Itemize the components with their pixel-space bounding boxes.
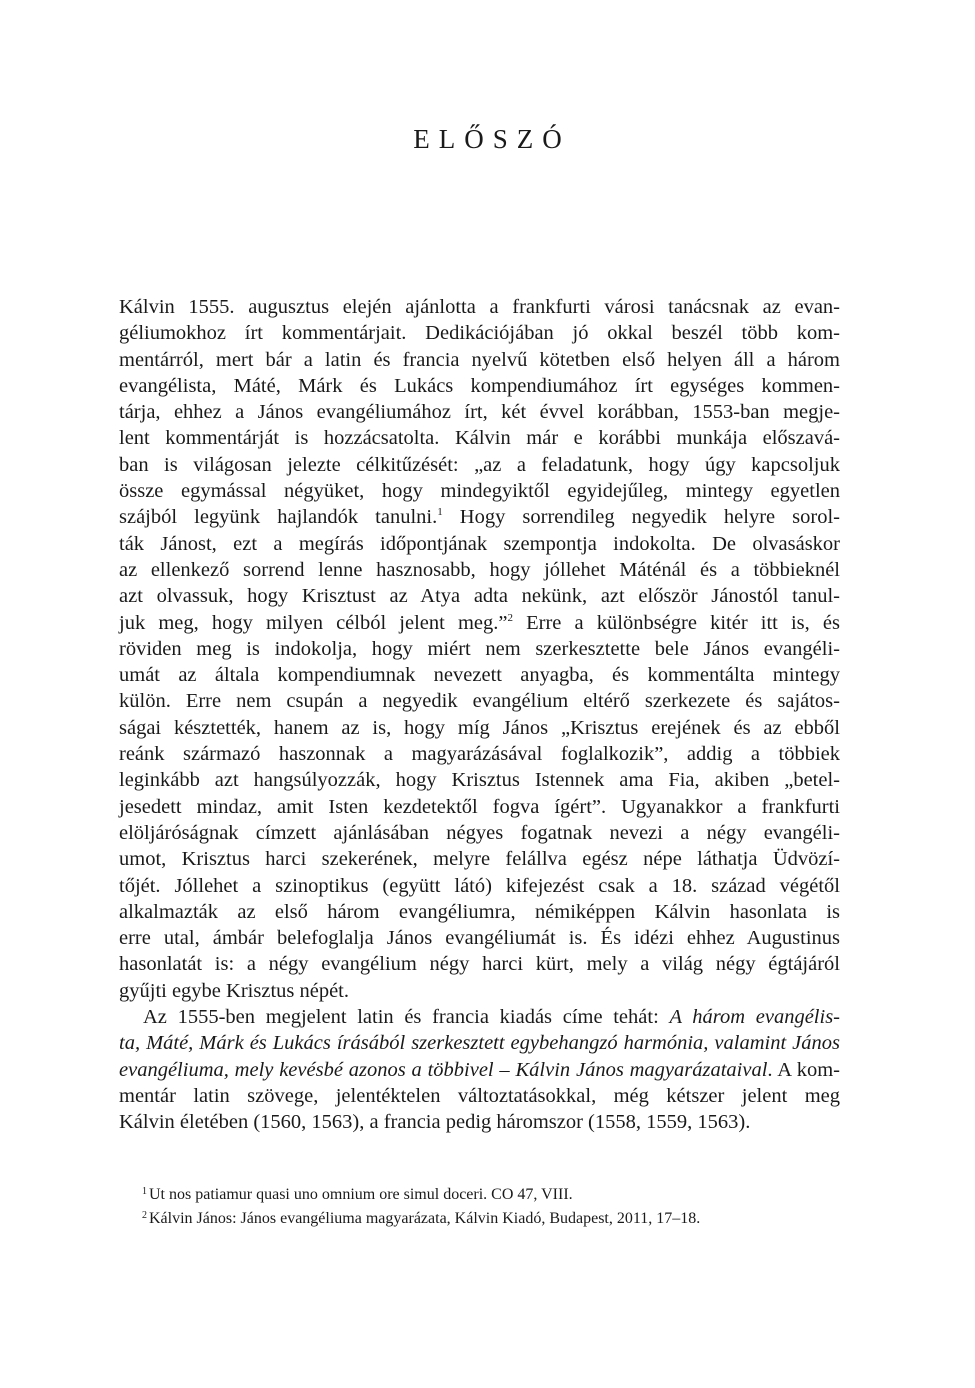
text-line: Kálvin 1555. augusztus elején ajánlotta a frankfurti városi tanácsnak az evan- — [119, 296, 840, 318]
footnote-text: Ut nos patiamur quasi uno omnium ore simul doceri. CO 47, VIII. — [149, 1186, 573, 1203]
footnote-number: 2 — [142, 1210, 147, 1221]
text-line: erre utal, ámbár belefoglalja János evangéliumát is. És idézi ehhez Augustinus — [119, 927, 840, 950]
footnote-text: Kálvin János: János evangéliuma magyarázata, Kálvin Kiadó, Budapest, 2011, 17–18. — [149, 1210, 701, 1227]
text-line: tárja, ehhez a János evangéliumához írt, két évvel korábban, 1553-ban megje- — [119, 401, 840, 424]
text-line: ban is világosan jelezte célkitűzését: „az a feladatunk, hogy úgy kapcsoljuk — [119, 453, 840, 476]
text-line-with-footnote — [119, 610, 840, 636]
footnotes — [142, 1184, 842, 1232]
body-text — [119, 294, 840, 1136]
text-line: külön. Erre nem csupán a negyedik evangélium eltérő szerkezete és sajátos- — [119, 690, 840, 713]
text-line: evangélista, Máté, Márk és Lukács kompendiumához írt egységes kommen- — [119, 374, 840, 397]
text-line: alkalmazták az első három evangéliumra, némiképpen Kálvin hasonlata is — [119, 900, 840, 923]
text-segment: Hogy sorrendileg negyedik helyre sorol- — [442, 506, 841, 529]
text-line: ságai késztették, hanem az is, hogy míg János „Krisztus erejének és az ebből — [119, 716, 840, 739]
text-line-italic — [119, 1057, 840, 1083]
page-title: ELŐSZÓ — [413, 124, 571, 155]
text-line: tőjét. Jóllehet a szinoptikus (együtt látó) kifejezést csak a 18. század végétől — [119, 874, 840, 897]
book-title-italic: ta, Máté, Márk és Lukács írásából szerkesztett egybehangzó harmónia, valamint János — [119, 1032, 840, 1055]
text-segment: . A kom- — [767, 1058, 840, 1081]
text-line: hasonlatát is: a négy evangélium négy harci kürt, mely a világ négy égtájáról — [119, 953, 840, 976]
text-line: leginkább azt hangsúlyozzák, hogy Krisztus Istennek ama Fia, akiben „betel- — [119, 769, 840, 792]
text-segment: juk meg, hogy milyen célból jelent meg.” — [119, 611, 508, 634]
text-line: umát az általa kompendiumnak nevezett anyagba, és kommentálta mintegy — [119, 664, 840, 687]
footnote-1 — [142, 1184, 842, 1208]
footnote-ref-1[interactable]: 1 — [437, 506, 443, 519]
footnote-2 — [142, 1208, 842, 1232]
text-line-paragraph2-start — [119, 1004, 840, 1030]
text-line-italic — [119, 1030, 840, 1056]
text-segment: szájból legyünk hajlandók tanulni. — [119, 506, 438, 529]
text-line: mentárról, mert bár a latin és francia nyelvű kötetben első helyen áll a három — [119, 348, 840, 371]
text-line: elöljáróságnak címzett ajánlásában négyes fogatnak nevezi a négy evangéli- — [119, 821, 840, 844]
footnote-number: 1 — [142, 1186, 147, 1197]
text-line: ták Jánost, ezt a megírás időpontjának szempontja indokolta. De olvasáskor — [119, 532, 840, 555]
text-line: reánk származó haszonnak a magyarázásával foglalkozik”, addig a többiek — [119, 743, 840, 766]
text-line: mentár latin szövege, jelentéktelen változtatásokkal, még kétszer jelent meg — [119, 1084, 840, 1107]
text-line: umot, Krisztus harci szekerének, melyre felállva egész népe láthatja Üdvözí- — [119, 848, 840, 871]
text-segment: Erre a különbségre kitér itt is, és — [512, 611, 840, 634]
text-line: gyűjti egybe Krisztus népét. — [119, 979, 350, 1002]
text-line: jesedett mindaz, amit Isten kezdetektől fogva ígért”. Ugyanakkor a frankfurti — [119, 795, 840, 818]
book-title-italic: evangéliuma, mely kevésbé azonos a többivel – Kálvin János magyarázataival — [119, 1058, 768, 1081]
text-segment: Az 1555-ben megjelent latin és francia kiadás címe tehát: — [143, 1006, 670, 1029]
footnote-ref-2[interactable]: 2 — [507, 611, 513, 624]
text-line: Kálvin életében (1560, 1563), a francia pedig háromszor (1558, 1559, 1563). — [119, 1111, 751, 1134]
text-line: össze egymással négyüket, hogy mindegyiktől egyidejűleg, mintegy egyetlen — [119, 480, 840, 503]
text-line: az ellenkező sorrend lenne hasznosabb, hogy jóllehet Máténál és a többieknél — [119, 558, 840, 581]
text-line: géliumokhoz írt kommentárjait. Dedikációjában jó okkal beszél több kom- — [119, 322, 840, 345]
text-line: röviden meg is indokolja, hogy miért nem szerkesztette bele János evangéli- — [119, 637, 840, 660]
book-title-italic: A három evangélis- — [669, 1006, 841, 1029]
text-line-with-footnote — [119, 504, 840, 530]
text-line: azt olvassuk, hogy Krisztust az Atya adta nekünk, azt először Jánostól tanul- — [119, 585, 840, 608]
text-line: lent kommentárját is hozzácsatolta. Kálvin már e korábbi munkája előszavá- — [119, 427, 840, 450]
